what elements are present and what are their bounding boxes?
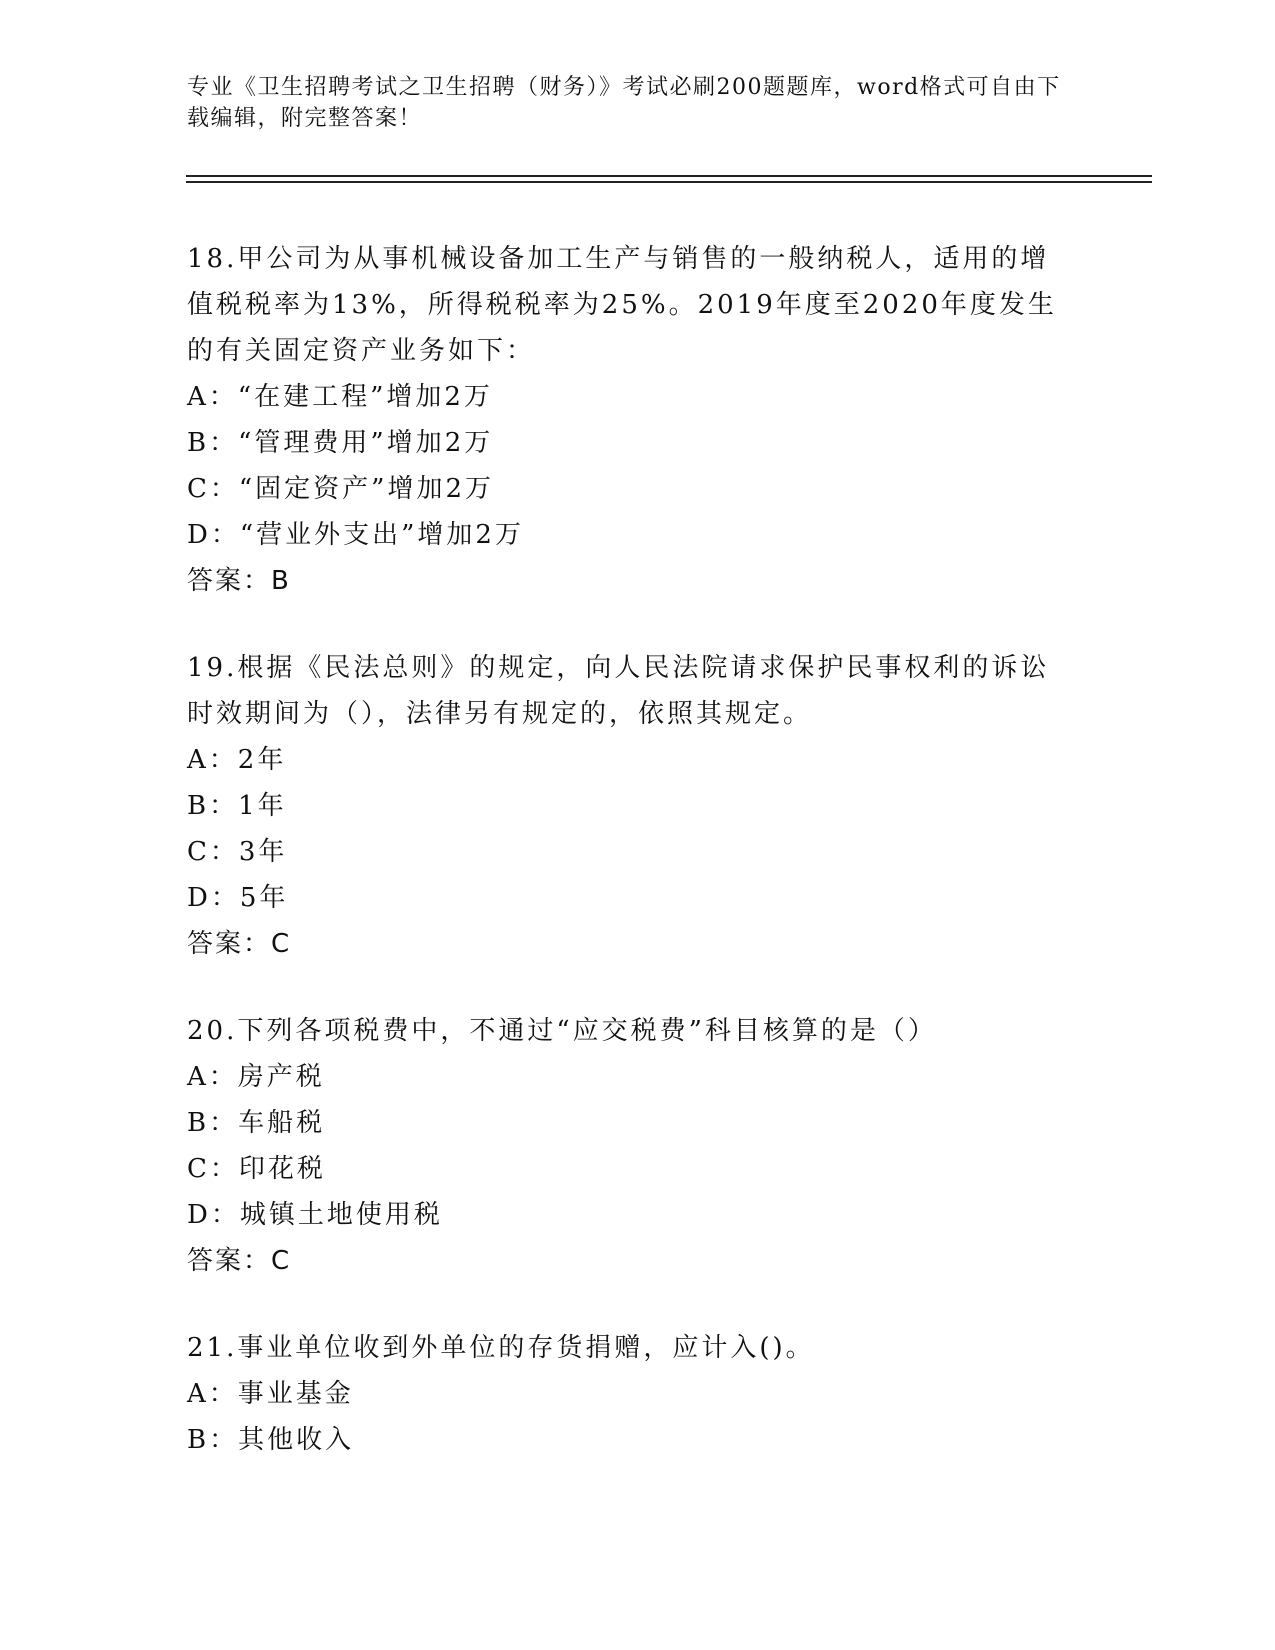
question-20 [187, 1008, 1077, 1284]
question-stem: 21.事业单位收到外单位的存货捐赠，应计入()。 [187, 1333, 815, 1363]
option-c: C：3年 [187, 837, 288, 867]
option-a: A：2年 [187, 745, 287, 775]
option-a: A：房产税 [187, 1062, 325, 1092]
header-divider-top [186, 175, 1152, 177]
option-c: C：“固定资产”增加2万 [187, 474, 495, 504]
document-header: 专业《卫生招聘考试之卫生招聘（财务）》考试必刷200题题库，word格式可自由下载编辑，附完整答案！ [187, 75, 1061, 131]
option-a: A：“在建工程”增加2万 [187, 382, 493, 412]
option-b: B：其他收入 [187, 1425, 355, 1455]
question-stem: 20.下列各项税费中，不通过“应交税费”科目核算的是（） [187, 1016, 937, 1046]
header-divider-bottom [186, 181, 1152, 183]
option-b: B：车船税 [187, 1108, 326, 1138]
option-d: D：“营业外支出”增加2万 [187, 520, 524, 550]
answer-line: 答案：C [187, 929, 292, 959]
option-c: C：印花税 [187, 1154, 326, 1184]
question-stem: 19.根据《民法总则》的规定，向人民法院请求保护民事权利的诉讼时效期间为（），法律另有规定的，依照其规定。 [187, 653, 1050, 729]
option-a: A：事业基金 [187, 1379, 354, 1409]
option-d: D：城镇土地使用税 [187, 1200, 443, 1230]
question-19 [187, 645, 1077, 967]
question-21 [187, 1325, 1077, 1463]
question-18 [187, 236, 1077, 604]
question-list [187, 236, 1077, 1504]
answer-line: 答案：B [187, 566, 291, 596]
question-stem: 18.甲公司为从事机械设备加工生产与销售的一般纳税人，适用的增值税税率为13%，所得税税率为25%。2019年度至2020年度发生的有关固定资产业务如下： [187, 244, 1057, 366]
option-b: B：1年 [187, 791, 287, 821]
option-d: D：5年 [187, 883, 289, 913]
answer-line: 答案：C [187, 1246, 292, 1276]
option-b: B：“管理费用”增加2万 [187, 428, 494, 458]
